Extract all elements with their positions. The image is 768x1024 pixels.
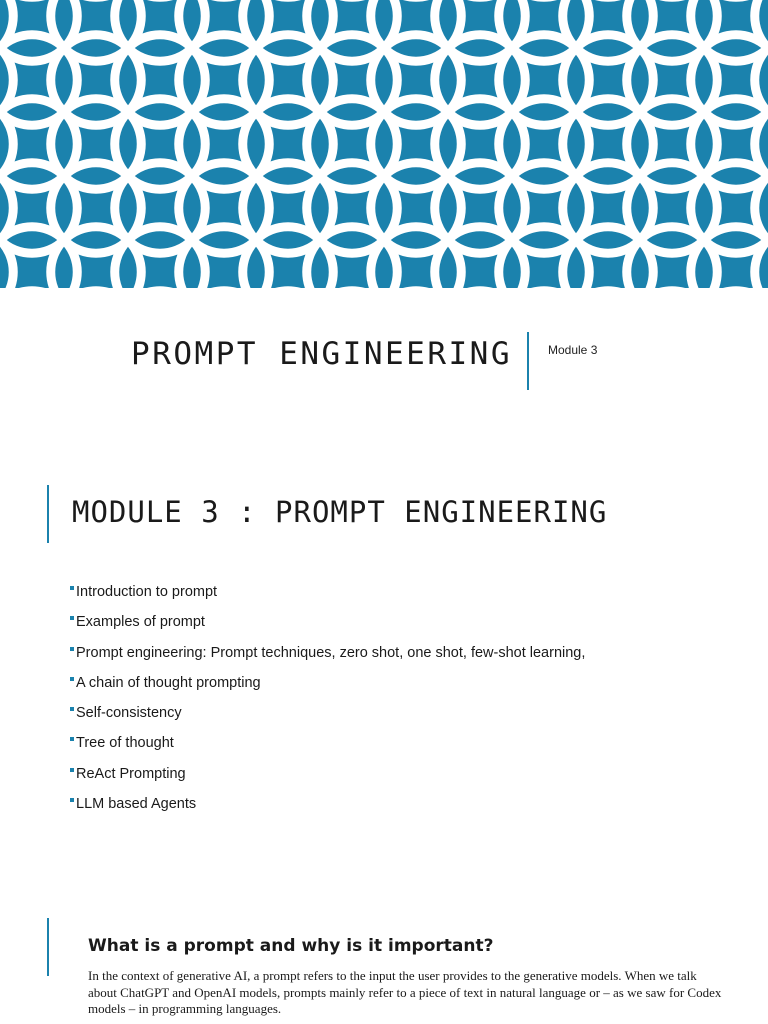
topic-list-item-text: Examples of prompt [76, 614, 205, 631]
section-heading: What is a prompt and why is it important? [88, 936, 494, 956]
topic-list-item [70, 577, 585, 607]
bullet-square-icon [70, 768, 74, 772]
presentation-title: PROMPT ENGINEERING [131, 336, 512, 372]
quatrefoil-pattern-graphic [0, 0, 768, 288]
pattern-circles [0, 0, 768, 288]
topic-list-item [70, 698, 585, 728]
slide-accent-bar [47, 918, 49, 976]
bullet-square-icon [70, 737, 74, 741]
slide-title: MODULE 3 : PROMPT ENGINEERING [72, 495, 608, 529]
topic-list-item-text: Prompt engineering: Prompt techniques, zero shot, one shot, few-shot learning, [76, 644, 586, 661]
topic-list-item-text: Introduction to prompt [76, 584, 218, 600]
topic-list-item [70, 607, 585, 637]
topic-list-item [70, 789, 585, 819]
topic-list-item-text: A chain of thought prompting [76, 674, 261, 691]
bullet-square-icon [70, 707, 74, 711]
slide-accent-bar [47, 485, 49, 543]
bullet-square-icon [70, 677, 74, 681]
bullet-square-icon [70, 798, 74, 802]
topic-list-item-text: Tree of thought [76, 735, 174, 752]
quatrefoil-pattern-banner [0, 0, 768, 288]
bullet-square-icon [70, 586, 74, 590]
bullet-square-icon [70, 616, 74, 620]
topic-list [70, 577, 585, 819]
title-row [0, 288, 768, 433]
title-divider [527, 332, 529, 390]
topic-list-item-text: LLM based Agents [76, 796, 197, 813]
presentation-subtitle: Module 3 [548, 343, 598, 357]
prompt-definition-slide [0, 900, 768, 1024]
topic-list-item-text: Self-consistency [76, 705, 182, 722]
section-body-text: In the context of generative AI, a prompt refers to the input the user provides to the generative models. When we talk about ChatGPT and OpenAI models, prompts mainly refer to a piece of text in natural language or – as we saw for Codex models – in programming languages. [88, 968, 722, 1016]
topic-list-item [70, 759, 585, 789]
topic-list-item [70, 638, 585, 668]
bullet-square-icon [70, 647, 74, 651]
module-outline-slide [0, 445, 768, 890]
title-slide [0, 0, 768, 433]
topic-list-item [70, 668, 585, 698]
topic-list-item-text: ReAct Prompting [76, 765, 186, 782]
topic-list-item [70, 728, 585, 758]
